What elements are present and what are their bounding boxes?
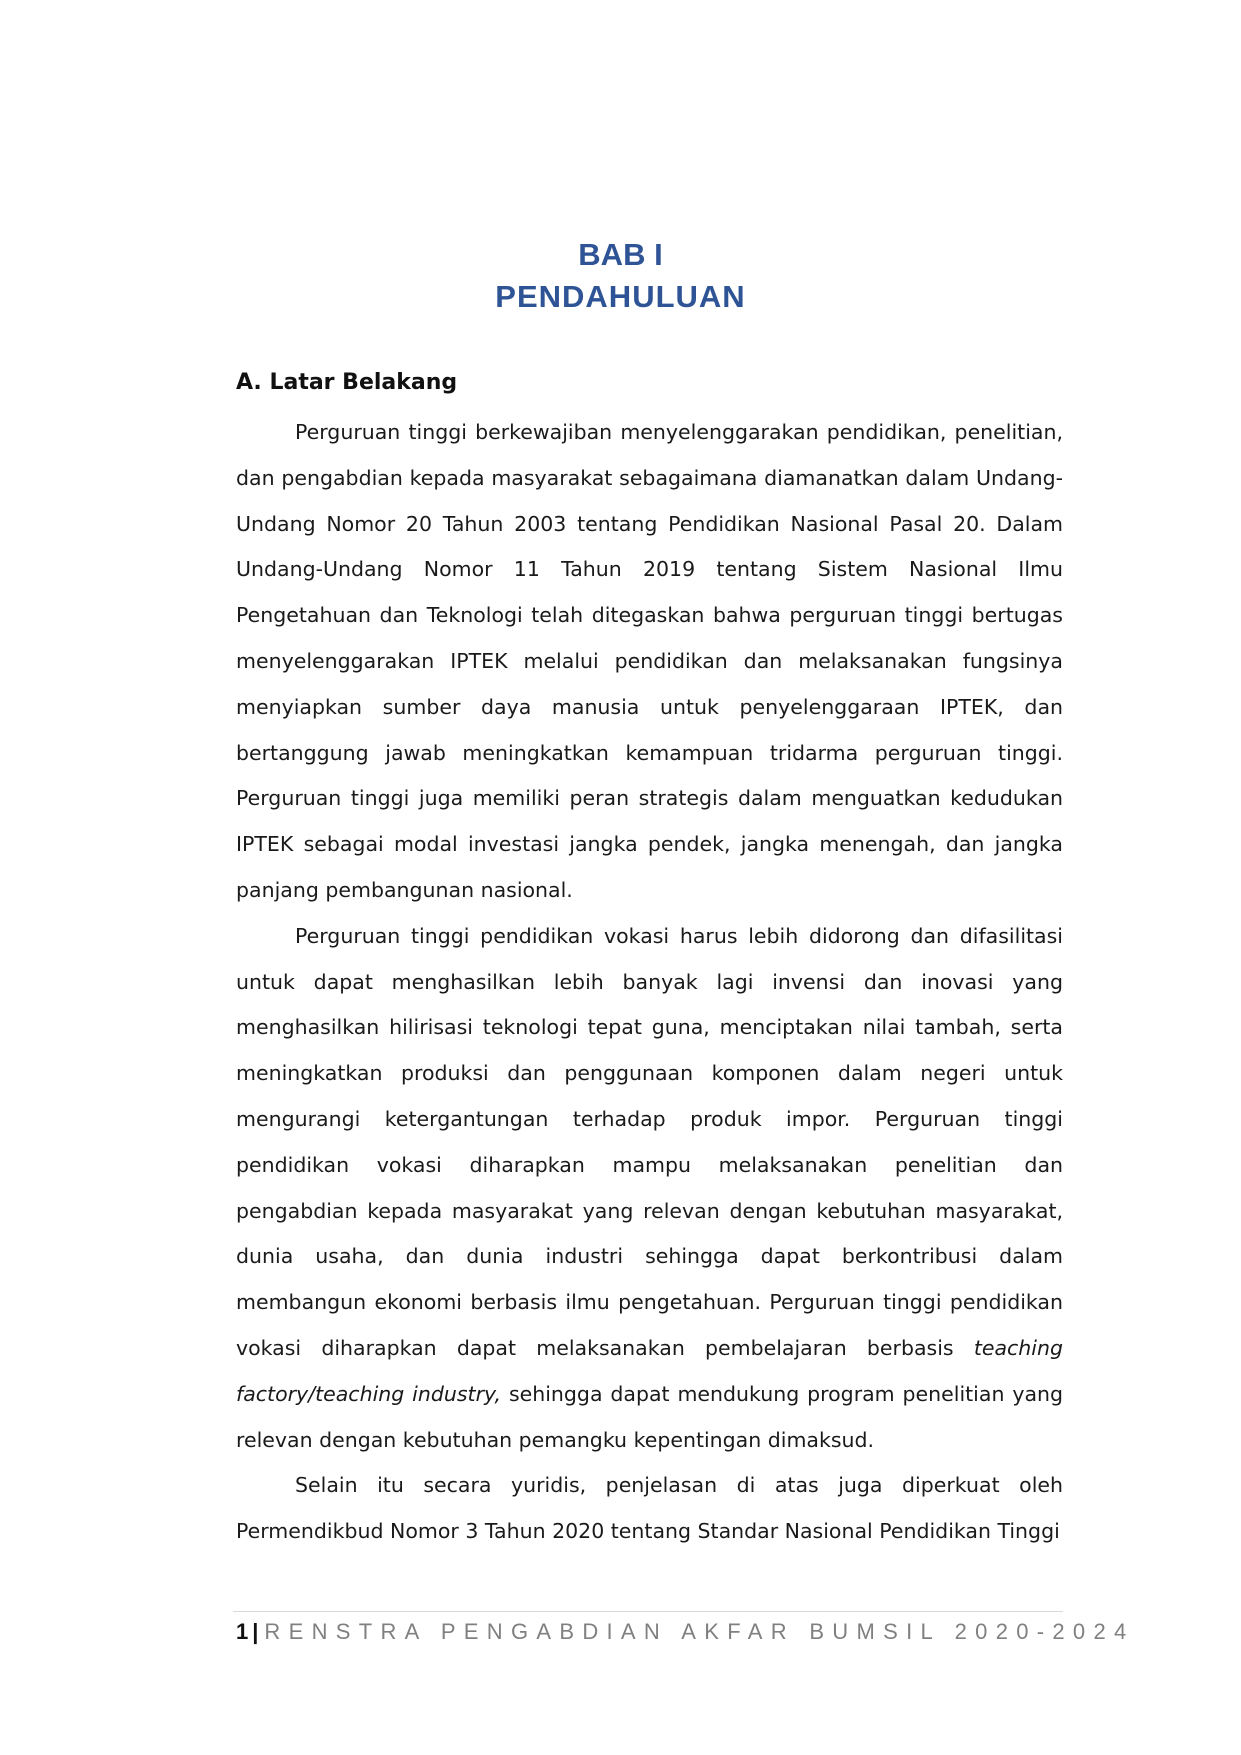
running-title: RENSTRA PENGABDIAN AKFAR BUMSIL 2020-2024 (264, 1619, 1135, 1644)
paragraph-3: Selain itu secara yuridis, penjelasan di atas juga diperkuat oleh Permendikbud Nomor 3 Tahun 2020 tentang Standar Nasional Pendidikan Tinggi (236, 1473, 1063, 1544)
page-footer (236, 1618, 1135, 1646)
chapter-title: PENDAHULUAN (495, 279, 746, 314)
footer-separator: | (252, 1619, 259, 1644)
paragraph-2-italic-term: teaching factory/teaching industry, (236, 1335, 1063, 1406)
paragraph-2 (236, 914, 1063, 1464)
chapter-number: BAB I (578, 237, 663, 272)
paragraph-2-text-before: Perguruan tinggi pendidikan vokasi harus lebih didorong dan difasilitasi untuk dapat menghasilkan lebih banyak lagi invensi dan inovasi yang menghasilkan hilirisasi teknologi tepat guna, menciptakan nilai tambah, serta meningkatkan produksi dan penggunaan komponen dalam negeri untuk mengurangi ketergantungan terhadap produk impor. Perguruan tinggi pendidikan vokasi diharapkan mampu melaksanakan penelitian dan pengabdian kepada masyarakat yang relevan dengan kebutuhan masyarakat, dunia usaha, dan dunia industri sehingga dapat berkontribusi dalam membangun ekonomi berbasis ilmu pengetahuan. Perguruan tinggi pendidikan vokasi diharapkan dapat melaksanakan pembelajaran berbasis (236, 923, 1063, 1360)
page-number: 1 (236, 1619, 249, 1644)
body-text (236, 410, 1063, 1555)
paragraph-1: Perguruan tinggi berkewajiban menyelenggarakan pendidikan, penelitian, dan pengabdian kepada masyarakat sebagaimana diamanatkan dalam Undang-Undang Nomor 20 Tahun 2003 tentang Pendidikan Nasional Pasal 20. Dalam Undang-Undang Nomor 11 Tahun 2019 tentang Sistem Nasional Ilmu Pengetahuan dan Teknologi telah ditegaskan bahwa perguruan tinggi bertugas menyelenggarakan IPTEK melalui pendidikan dan melaksanakan fungsinya menyiapkan sumber daya manusia untuk penyelenggaraan IPTEK, dan bertanggung jawab meningkatkan kemampuan tridarma perguruan tinggi. Perguruan tinggi juga memiliki peran strategis dalam menguatkan kedudukan IPTEK sebagai modal investasi jangka pendek, jangka menengah, dan jangka panjang pembangunan nasional. (236, 420, 1063, 902)
paragraph-2-text-after: sehingga dapat mendukung program penelitian yang relevan dengan kebutuhan pemangku kepentingan dimaksud. (236, 1381, 1064, 1452)
section-heading: A. Latar Belakang (236, 370, 458, 395)
footer-divider (233, 1611, 1063, 1612)
